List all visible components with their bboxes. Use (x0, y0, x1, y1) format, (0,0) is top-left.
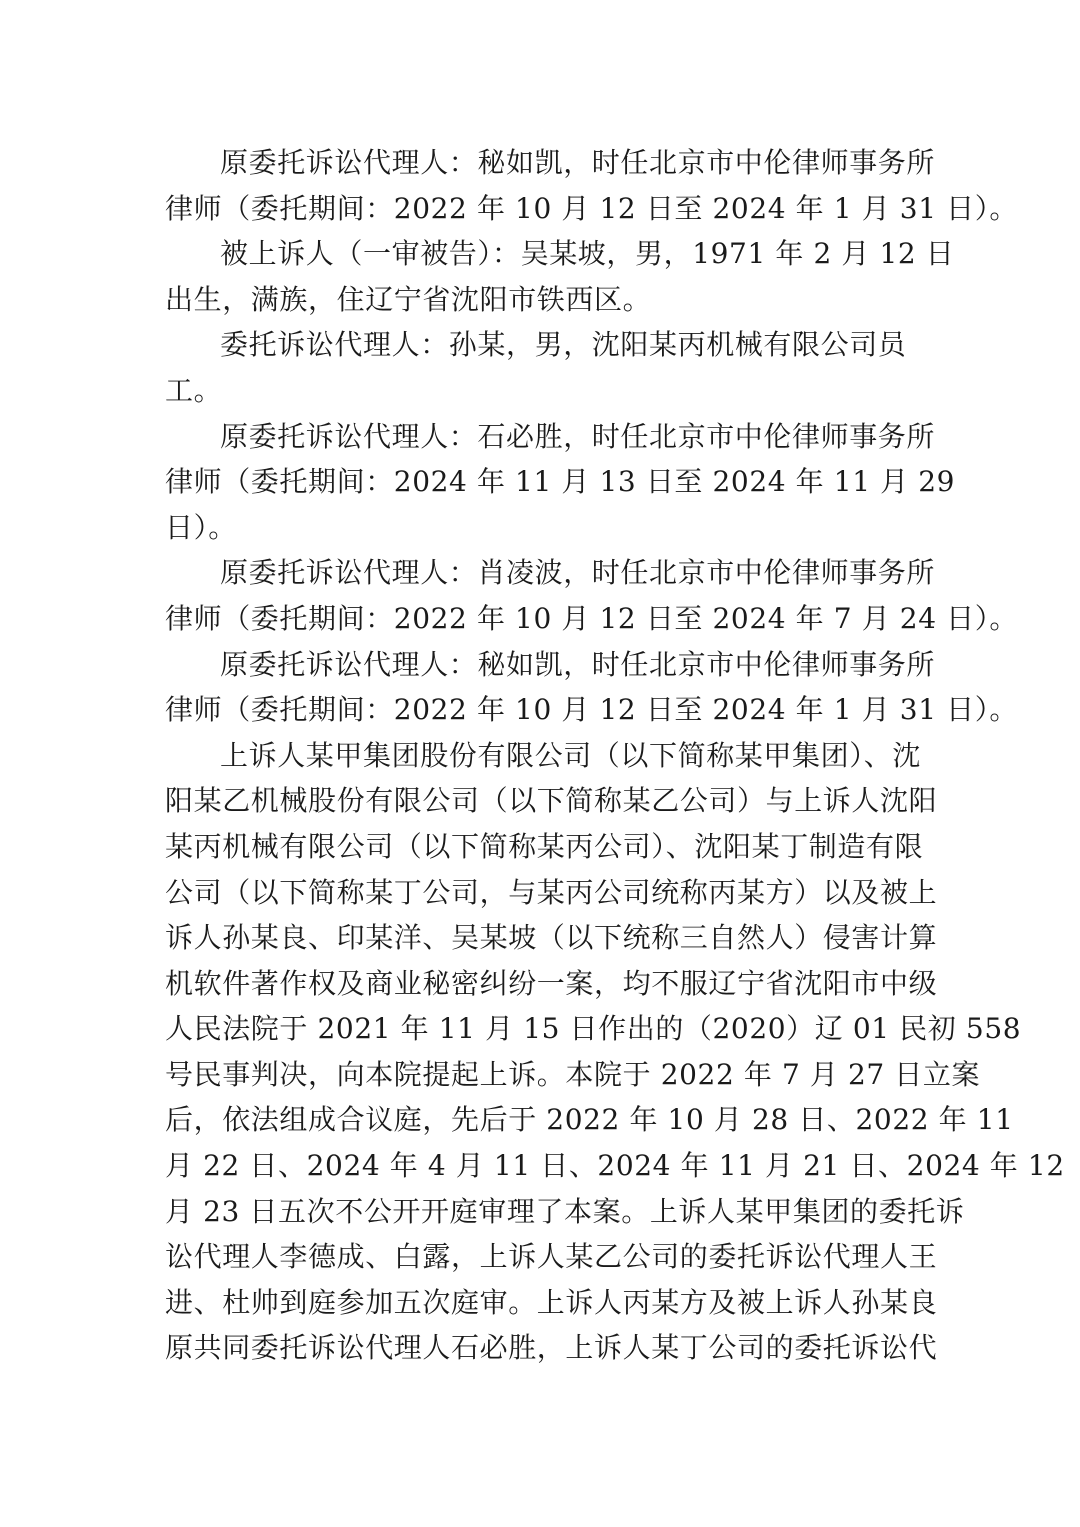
text-line: 上诉人某甲集团股份有限公司（以下简称某甲集团）、沈 (220, 738, 922, 772)
text-line: 律师（委托期间：2024 年 11 月 13 日至 2024 年 11 月 29 (165, 465, 956, 499)
text-line: 人民法院于 2021 年 11 月 15 日作出的（2020）辽 01 民初 558 (165, 1012, 1022, 1046)
text-line: 工。 (165, 373, 223, 407)
text-line: 某丙机械有限公司（以下简称某丙公司）、沈阳某丁制造有限 (165, 829, 924, 863)
text-line: 被上诉人（一审被告）：吴某坡，男，1971 年 2 月 12 日 (220, 237, 955, 271)
document-body (165, 140, 1065, 1371)
text-line: 律师（委托期间：2022 年 10 月 12 日至 2024 年 7 月 24 日）。 (165, 601, 1018, 635)
text-line: 律师（委托期间：2022 年 10 月 12 日至 2024 年 1 月 31 日）。 (165, 191, 1018, 225)
text-line: 日）。 (165, 510, 237, 544)
text-line: 月 23 日五次不公开开庭审理了本案。上诉人某甲集团的委托诉 (165, 1194, 965, 1228)
text-line: 阳某乙机械股份有限公司（以下简称某乙公司）与上诉人沈阳 (165, 784, 938, 818)
text-line: 原委托诉讼代理人：秘如凯，时任北京市中伦律师事务所 (220, 146, 936, 179)
text-line: 原委托诉讼代理人：石必胜，时任北京市中伦律师事务所 (220, 419, 936, 453)
text-line: 公司（以下简称某丁公司，与某丙公司统称丙某方）以及被上 (165, 875, 938, 909)
text-line: 律师（委托期间：2022 年 10 月 12 日至 2024 年 1 月 31 日）。 (165, 693, 1018, 727)
text-line: 委托诉讼代理人：孙某，男，沈阳某丙机械有限公司员 (220, 328, 907, 362)
text-line: 原委托诉讼代理人：秘如凯，时任北京市中伦律师事务所 (220, 647, 936, 681)
text-line: 月 22 日、2024 年 4 月 11 日、2024 年 11 月 21 日、2024 年 12 (165, 1149, 1065, 1183)
text-line: 进、杜帅到庭参加五次庭审。上诉人丙某方及被上诉人孙某良 (165, 1285, 938, 1319)
text-line: 机软件著作权及商业秘密纠纷一案，均不服辽宁省沈阳市中级 (165, 966, 938, 1000)
text-line: 诉人孙某良、印某洋、吴某坡（以下统称三自然人）侵害计算 (165, 921, 938, 955)
text-line: 出生，满族，住辽宁省沈阳市铁西区。 (165, 282, 652, 316)
text-line: 讼代理人李德成、白露，上诉人某乙公司的委托诉讼代理人王 (165, 1240, 938, 1274)
text-line: 原委托诉讼代理人：肖凌波，时任北京市中伦律师事务所 (220, 556, 936, 590)
text-line: 后，依法组成合议庭，先后于 2022 年 10 月 28 日、2022 年 11 (165, 1103, 1014, 1137)
text-line: 原共同委托诉讼代理人石必胜，上诉人某丁公司的委托诉讼代 (165, 1331, 938, 1365)
text-line: 号民事判决，向本院提起上诉。本院于 2022 年 7 月 27 日立案 (165, 1057, 981, 1091)
